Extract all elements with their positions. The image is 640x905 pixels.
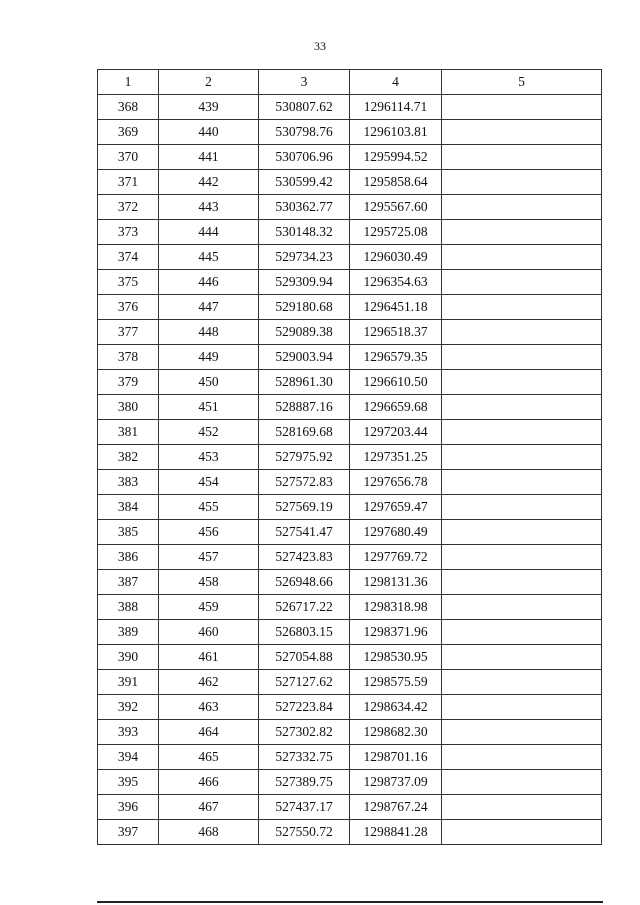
table-row	[98, 195, 602, 220]
table-cell: 527223.84	[259, 695, 350, 720]
table-cell: 468	[159, 820, 259, 845]
table-cell: 1295994.52	[350, 145, 442, 170]
table-cell: 455	[159, 495, 259, 520]
table-cell: 529003.94	[259, 345, 350, 370]
table-cell: 394	[98, 745, 159, 770]
table-cell: 1296030.49	[350, 245, 442, 270]
table-cell: 1295725.08	[350, 220, 442, 245]
table-cell	[442, 270, 602, 295]
table-cell: 1296451.18	[350, 295, 442, 320]
table-cell: 1298737.09	[350, 770, 442, 795]
table-row	[98, 620, 602, 645]
table-cell	[442, 670, 602, 695]
table-cell: 1296518.37	[350, 320, 442, 345]
table-cell: 440	[159, 120, 259, 145]
table-cell	[442, 620, 602, 645]
table-cell: 454	[159, 470, 259, 495]
column-header: 1	[98, 70, 159, 95]
table-cell: 530148.32	[259, 220, 350, 245]
table-cell: 375	[98, 270, 159, 295]
table-cell: 388	[98, 595, 159, 620]
table-row	[98, 420, 602, 445]
table-cell	[442, 295, 602, 320]
table-cell: 397	[98, 820, 159, 845]
table-cell	[442, 520, 602, 545]
table-row	[98, 770, 602, 795]
table-cell: 527975.92	[259, 445, 350, 470]
table-cell: 1298682.30	[350, 720, 442, 745]
table-row	[98, 745, 602, 770]
table-cell: 530798.76	[259, 120, 350, 145]
table-row	[98, 795, 602, 820]
table-cell: 372	[98, 195, 159, 220]
table-cell: 528961.30	[259, 370, 350, 395]
table-cell: 1298318.98	[350, 595, 442, 620]
table-cell: 530362.77	[259, 195, 350, 220]
table-cell	[442, 720, 602, 745]
table-cell: 530807.62	[259, 95, 350, 120]
table-row	[98, 495, 602, 520]
table-cell	[442, 545, 602, 570]
table-cell	[442, 495, 602, 520]
table-cell: 467	[159, 795, 259, 820]
table-cell: 374	[98, 245, 159, 270]
column-header: 2	[159, 70, 259, 95]
table-cell: 395	[98, 770, 159, 795]
table-cell: 453	[159, 445, 259, 470]
table-cell: 527541.47	[259, 520, 350, 545]
table-cell	[442, 320, 602, 345]
page-number: 33	[314, 39, 326, 53]
table-cell: 450	[159, 370, 259, 395]
table-cell: 376	[98, 295, 159, 320]
table-cell	[442, 395, 602, 420]
table-row	[98, 520, 602, 545]
table-cell: 384	[98, 495, 159, 520]
table-row	[98, 320, 602, 345]
table-cell: 439	[159, 95, 259, 120]
table-cell: 389	[98, 620, 159, 645]
table-cell	[442, 345, 602, 370]
table-cell: 465	[159, 745, 259, 770]
table-cell	[442, 145, 602, 170]
table-cell: 466	[159, 770, 259, 795]
table-cell: 1296114.71	[350, 95, 442, 120]
table-header-row	[98, 70, 602, 95]
table-row	[98, 395, 602, 420]
table-cell: 385	[98, 520, 159, 545]
table-cell: 527423.83	[259, 545, 350, 570]
table-row	[98, 345, 602, 370]
table-cell: 443	[159, 195, 259, 220]
table-cell: 1296103.81	[350, 120, 442, 145]
table-cell: 378	[98, 345, 159, 370]
table-row	[98, 820, 602, 845]
table-cell: 527302.82	[259, 720, 350, 745]
table-cell: 1298767.24	[350, 795, 442, 820]
table-cell: 530599.42	[259, 170, 350, 195]
table-cell: 529180.68	[259, 295, 350, 320]
table-cell	[442, 445, 602, 470]
table-cell: 527572.83	[259, 470, 350, 495]
table-cell	[442, 570, 602, 595]
table-cell	[442, 120, 602, 145]
table-cell: 1298131.36	[350, 570, 442, 595]
table-cell: 456	[159, 520, 259, 545]
table-row	[98, 695, 602, 720]
column-header: 3	[259, 70, 350, 95]
table-row	[98, 645, 602, 670]
table-cell: 1295858.64	[350, 170, 442, 195]
column-header: 4	[350, 70, 442, 95]
table-cell: 527332.75	[259, 745, 350, 770]
table-cell: 1298701.16	[350, 745, 442, 770]
table-cell: 1297680.49	[350, 520, 442, 545]
table-cell: 1298371.96	[350, 620, 442, 645]
table-cell: 461	[159, 645, 259, 670]
table-cell: 527389.75	[259, 770, 350, 795]
table-cell	[442, 420, 602, 445]
table-cell: 526717.22	[259, 595, 350, 620]
table-cell: 369	[98, 120, 159, 145]
table-cell: 380	[98, 395, 159, 420]
table-cell: 390	[98, 645, 159, 670]
table-cell: 526948.66	[259, 570, 350, 595]
table-cell	[442, 595, 602, 620]
table-row	[98, 120, 602, 145]
table-cell: 1298530.95	[350, 645, 442, 670]
table-cell: 1297656.78	[350, 470, 442, 495]
table-cell: 1296610.50	[350, 370, 442, 395]
table-cell: 451	[159, 395, 259, 420]
table-cell: 464	[159, 720, 259, 745]
table-cell	[442, 245, 602, 270]
bottom-rule	[97, 901, 603, 903]
table-row	[98, 595, 602, 620]
table-cell: 457	[159, 545, 259, 570]
table-cell: 382	[98, 445, 159, 470]
coordinates-table	[97, 69, 602, 845]
table-cell: 370	[98, 145, 159, 170]
table-cell: 386	[98, 545, 159, 570]
table-cell: 442	[159, 170, 259, 195]
table-row	[98, 295, 602, 320]
table-row	[98, 220, 602, 245]
table-cell: 391	[98, 670, 159, 695]
table-cell: 528169.68	[259, 420, 350, 445]
table-row	[98, 270, 602, 295]
table-cell: 459	[159, 595, 259, 620]
table-cell: 527054.88	[259, 645, 350, 670]
table-cell: 1298575.59	[350, 670, 442, 695]
table-cell: 1297351.25	[350, 445, 442, 470]
table-cell	[442, 370, 602, 395]
column-header: 5	[442, 70, 602, 95]
table-cell: 529089.38	[259, 320, 350, 345]
table-cell	[442, 645, 602, 670]
table-row	[98, 445, 602, 470]
table-cell	[442, 170, 602, 195]
table-cell: 529734.23	[259, 245, 350, 270]
table-cell: 441	[159, 145, 259, 170]
table-cell: 368	[98, 95, 159, 120]
table-cell	[442, 220, 602, 245]
table-cell: 1296354.63	[350, 270, 442, 295]
table-cell: 447	[159, 295, 259, 320]
table-row	[98, 570, 602, 595]
table-row	[98, 670, 602, 695]
table-body	[98, 95, 602, 845]
table-cell: 1296579.35	[350, 345, 442, 370]
table-cell: 1295567.60	[350, 195, 442, 220]
table-cell: 379	[98, 370, 159, 395]
table-cell: 383	[98, 470, 159, 495]
table-cell: 448	[159, 320, 259, 345]
table-cell: 530706.96	[259, 145, 350, 170]
table-cell: 445	[159, 245, 259, 270]
table-cell: 527550.72	[259, 820, 350, 845]
table-row	[98, 170, 602, 195]
table-cell: 527437.17	[259, 795, 350, 820]
table-cell: 381	[98, 420, 159, 445]
table-cell: 463	[159, 695, 259, 720]
table-cell: 527569.19	[259, 495, 350, 520]
table-cell	[442, 470, 602, 495]
table-cell: 393	[98, 720, 159, 745]
table-cell: 452	[159, 420, 259, 445]
table-row	[98, 720, 602, 745]
table-cell: 529309.94	[259, 270, 350, 295]
table-cell	[442, 95, 602, 120]
table-row	[98, 95, 602, 120]
table-cell: 371	[98, 170, 159, 195]
table-cell: 1297203.44	[350, 420, 442, 445]
table-cell: 446	[159, 270, 259, 295]
table-row	[98, 245, 602, 270]
table-cell: 462	[159, 670, 259, 695]
table-cell: 387	[98, 570, 159, 595]
table-cell	[442, 820, 602, 845]
table-cell: 392	[98, 695, 159, 720]
table-row	[98, 370, 602, 395]
table-cell: 1297659.47	[350, 495, 442, 520]
table-cell: 460	[159, 620, 259, 645]
table-cell: 1298841.28	[350, 820, 442, 845]
table-cell: 458	[159, 570, 259, 595]
table-cell: 527127.62	[259, 670, 350, 695]
table-cell	[442, 695, 602, 720]
table-cell: 449	[159, 345, 259, 370]
table-cell: 373	[98, 220, 159, 245]
table-row	[98, 545, 602, 570]
table-cell: 528887.16	[259, 395, 350, 420]
table-cell	[442, 195, 602, 220]
table-cell: 396	[98, 795, 159, 820]
table-cell	[442, 795, 602, 820]
table-row	[98, 145, 602, 170]
table-cell	[442, 745, 602, 770]
table-row	[98, 470, 602, 495]
table-cell: 377	[98, 320, 159, 345]
table-cell: 444	[159, 220, 259, 245]
table-cell: 1296659.68	[350, 395, 442, 420]
table-cell	[442, 770, 602, 795]
table-cell: 526803.15	[259, 620, 350, 645]
table-cell: 1297769.72	[350, 545, 442, 570]
table-cell: 1298634.42	[350, 695, 442, 720]
